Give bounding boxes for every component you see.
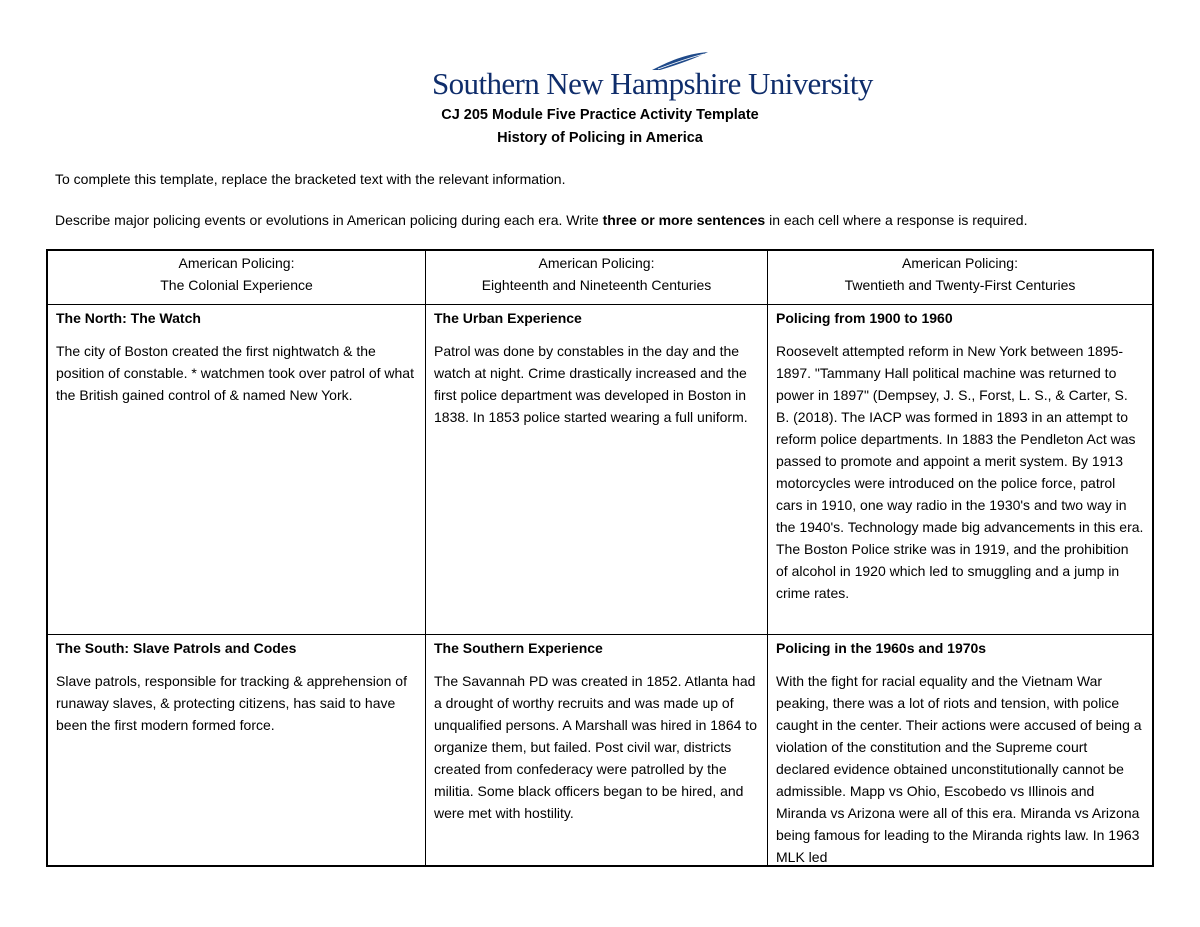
cell-heading: Policing from 1900 to 1960	[776, 310, 953, 326]
cell-urban-experience	[426, 307, 767, 428]
cell-body: Slave patrols, responsible for tracking & apprehension of runaway slaves, & protecting citizens, has said to have been the first modern formed force.	[56, 673, 407, 733]
document-title: CJ 205 Module Five Practice Activity Template	[441, 107, 759, 123]
cell-heading: The South: Slave Patrols and Codes	[56, 640, 297, 656]
header-era: Twentieth and Twenty-First Centuries	[844, 277, 1076, 293]
header-era: Eighteenth and Nineteenth Centuries	[481, 277, 712, 293]
university-logo	[432, 52, 873, 104]
cell-south-slave-patrols	[48, 637, 425, 736]
header-20th-21st	[768, 252, 1152, 296]
instruction-post: in each cell where a response is required.	[765, 212, 1028, 228]
cell-body: The city of Boston created the first nightwatch & the position of constable. * watchmen took over patrol of what the British gained control of & named New York.	[56, 343, 414, 403]
cell-heading: The Southern Experience	[434, 640, 603, 656]
header-label: American Policing:	[538, 255, 655, 271]
cell-body: Roosevelt attempted reform in New York between 1895-1897. "Tammany Hall political machine was returned to power in 1897" (Dempsey, J. S., Forst, L. S., & Carter, S. B. (2018). The IACP was formed in 1893 in an attempt to reform police departments. In 1883 the Pendleton Act was passed to promote and appoint a merit system. By 1913 motorcycles were introduced on the police force, patrol cars in 1910, one way radio in the 1930's and two way in the 1940's. Technology made big advancements in this era. The Boston Police strike was in 1919, and the prohibition of alcohol in 1920 which led to smuggling and a jump in crime rates.	[776, 343, 1144, 601]
cell-heading: The Urban Experience	[434, 310, 582, 326]
instruction-describe	[55, 212, 1027, 228]
header-label: American Policing:	[178, 255, 295, 271]
cell-body: Patrol was done by constables in the day and the watch at night. Crime drastically increased and the first police department was developed in Boston in 1838. In 1853 police started wearing a full uniform.	[434, 343, 748, 425]
header-era: The Colonial Experience	[160, 277, 313, 293]
cell-body: The Savannah PD was created in 1852. Atlanta had a drought of worthy recruits and was made up of unqualified persons. A Marshall was hired in 1864 to organize them, but failed. Post civil war, districts created from confederacy were patrolled by the militia. Some black officers began to be hired, and were met with hostility.	[434, 673, 757, 821]
cell-heading: The North: The Watch	[56, 310, 201, 326]
row-divider	[48, 634, 1152, 635]
instruction-pre: Describe major policing events or evolutions in American policing during each era. Write	[55, 212, 603, 228]
cell-southern-experience	[426, 637, 767, 824]
header-colonial	[48, 252, 425, 296]
header-18th-19th	[426, 252, 767, 296]
cell-1900-1960	[768, 307, 1152, 604]
header-label: American Policing:	[902, 255, 1018, 271]
instruction-emphasis: three or more sentences	[602, 212, 766, 228]
cell-heading: Policing in the 1960s and 1970s	[776, 640, 987, 656]
university-name: Southern New Hampshire University	[432, 66, 873, 101]
row-divider	[48, 304, 1152, 305]
cell-north-watch	[48, 307, 425, 406]
cell-1960s-1970s	[768, 637, 1152, 867]
policing-history-table	[46, 249, 1154, 867]
document-subtitle: History of Policing in America	[497, 130, 703, 146]
cell-body: With the fight for racial equality and the Vietnam War peaking, there was a lot of riots and tension, with police caught in the center. Their actions were accused of being a violation of the constitution and the Supreme court declared evidence obtained unconstitutionally cannot be admissible. Mapp vs Ohio, Escobedo vs Illinois and Miranda vs Arizona were all of this era. Miranda vs Arizona being famous for leading to the Miranda rights law. In 1963 MLK led	[776, 673, 1142, 865]
instruction-text: To complete this template, replace the bracketed text with the relevant information.	[55, 171, 566, 187]
